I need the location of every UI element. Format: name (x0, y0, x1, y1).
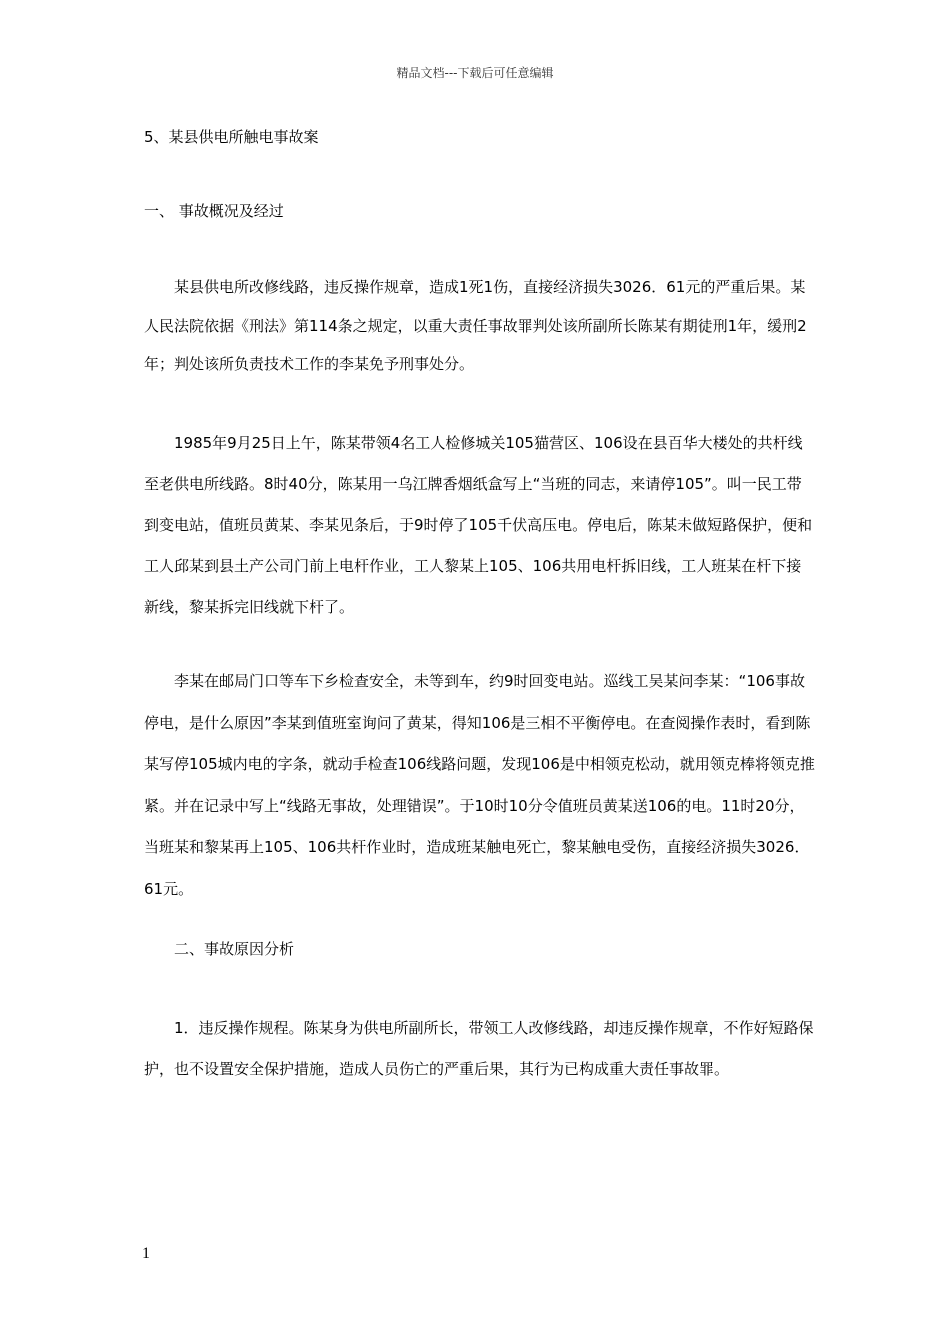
document-title: 5、某县供电所触电事故案 (144, 128, 319, 146)
page-number: 1 (142, 1245, 150, 1262)
paragraph-1: 某县供电所改修线路，违反操作规章，造成1死1伤，直接经济损失3026．61元的严重后果。某人民法院依据《刑法》第114条之规定，以重大责任事故罪判处该所副所长陈某有期徒刑1年，缓刑2年；判处该所负责技术工作的李某免予刑事处分。 (144, 278, 807, 373)
paragraph-3: 李某在邮局门口等车下乡检查安全，未等到车，约9时回变电站。巡线工吴某问李某：“106事故停电，是什么原因”李某到值班室询问了黄某，得知106是三相不平衡停电。在查阅操作表时，看到陈某写停105城内电的字条，就动手检查106线路问题，发现106是中相领克松动，就用领克棒将领克推紧。并在记录中写上“线路无事故，处理错误”。于10时10分令值班员黄某送106的电。11时20分，当班某和黎某再上105、106共杆作业时，造成班某触电死亡，黎某触电受伤，直接经济损失3026．61元。 (144, 672, 815, 898)
section-heading-2: 二、事故原因分析 (174, 940, 295, 958)
section-heading-1: 一、 事故概况及经过 (144, 202, 284, 220)
paragraph-4: 1．违反操作规程。陈某身为供电所副所长，带领工人改修线路，却违反操作规章，不作好短路保护，也不设置安全保护措施，造成人员伤亡的严重后果，其行为已构成重大责任事故罪。 (144, 1019, 814, 1078)
page-header-watermark: 精品文档---下载后可任意编辑 (396, 66, 554, 80)
paragraph-2: 1985年9月25日上午，陈某带领4名工人检修城关105猫营区、106设在县百华大楼处的共杆线至老供电所线路。8时40分，陈某用一乌江牌香烟纸盒写上“当班的同志，来请停105”。叫一民工带到变电站，值班员黄某、李某见条后，于9时停了105千伏高压电。停电后，陈某未做短路保护，便和工人邱某到县土产公司门前上电杆作业，工人黎某上105、106共用电杆拆旧线，工人班某在杆下接新线，黎某拆完旧线就下杆了。 (144, 434, 813, 616)
